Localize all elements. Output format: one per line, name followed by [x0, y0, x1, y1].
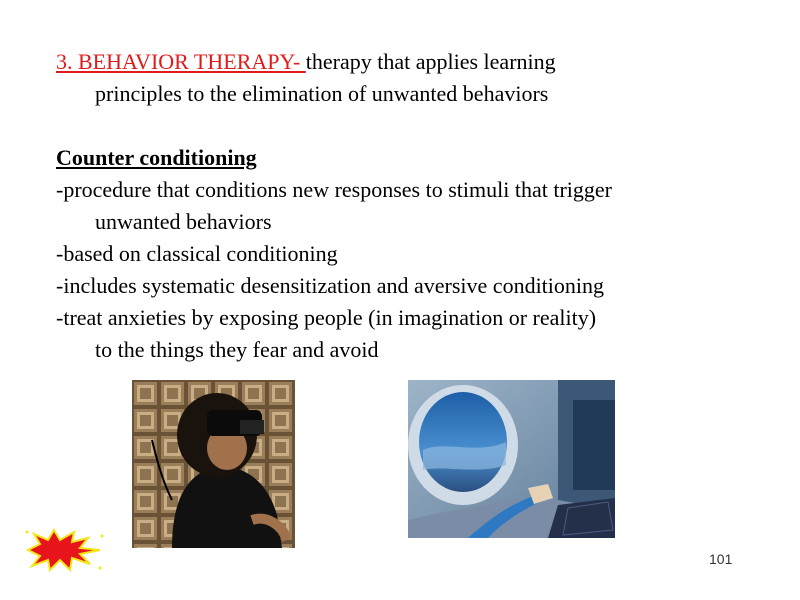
title-definition: therapy that applies learning: [305, 49, 556, 74]
vr-headset-photo: [132, 380, 295, 548]
page-number: 101: [709, 551, 733, 567]
title-line-2: principles to the elimination of unwanted behaviors: [95, 81, 549, 106]
bullet-line: -treat anxieties by exposing people (in imagination or reality): [56, 305, 597, 330]
section-title: 3. BEHAVIOR THERAPY-: [56, 49, 306, 74]
explosion-burst-icon: [24, 528, 104, 572]
title-line-1: [56, 46, 756, 78]
subheading: Counter conditioning: [56, 145, 257, 170]
spacer: [56, 110, 756, 142]
virtual-airplane-photo: [408, 380, 615, 538]
bullet-line: -procedure that conditions new responses to stimuli that trigger: [56, 177, 612, 202]
bullet-line-continued: unwanted behaviors: [95, 209, 272, 234]
bullet-line: -includes systematic desensitization and aversive conditioning: [56, 273, 605, 298]
slide-body: [56, 46, 756, 366]
bullet-line-continued: to the things they fear and avoid: [95, 337, 379, 362]
bullet-line: -based on classical conditioning: [56, 241, 338, 266]
